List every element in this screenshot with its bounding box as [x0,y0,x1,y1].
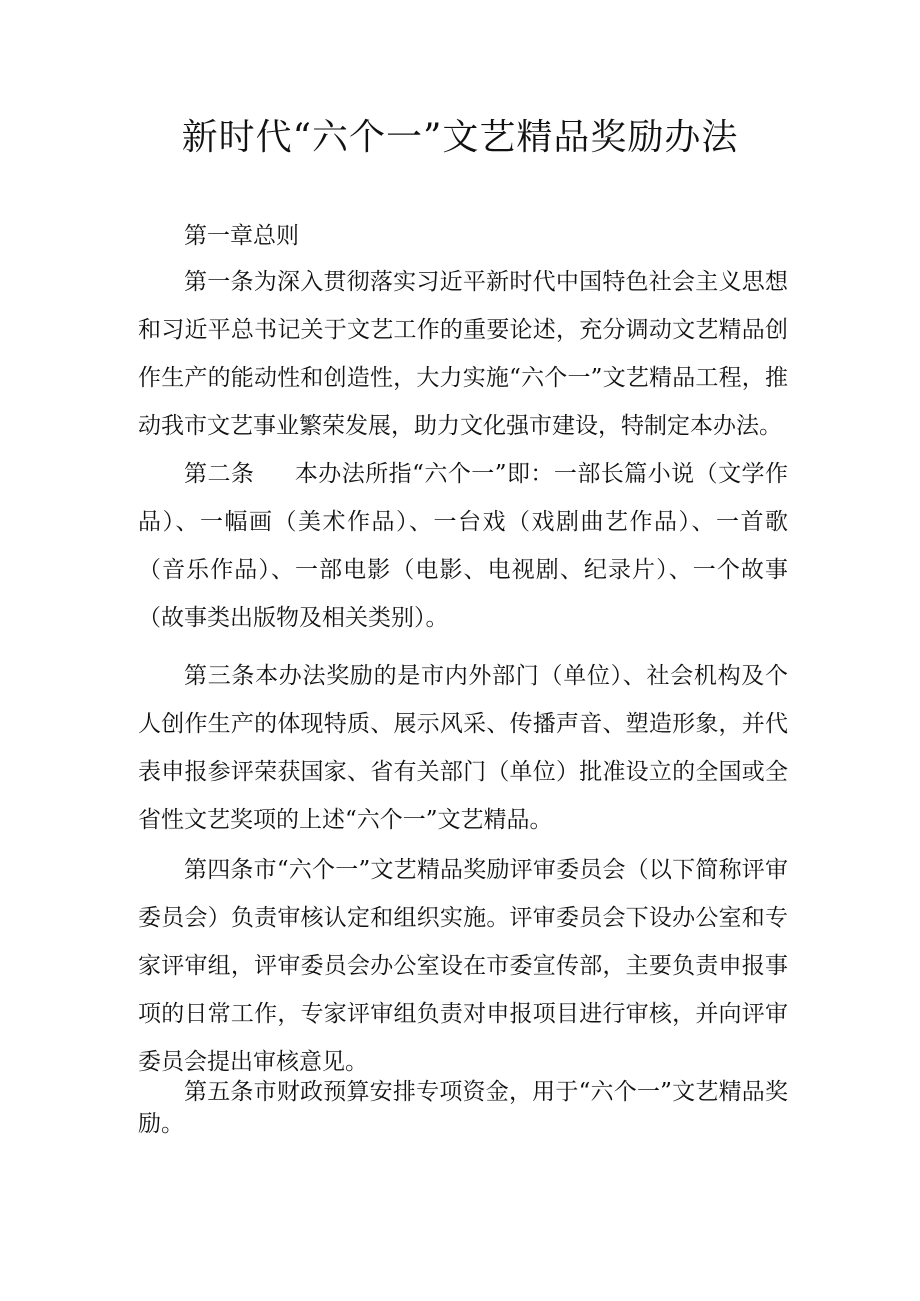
article-2-label: 第二条 [184,461,255,487]
paragraph-article-2 [138,450,788,642]
article-2-text: 本办法所指“六个一”即：一部长篇小说（文学作品）、一幅画（美术作品）、一台戏（戏剧曲艺作品）、一首歌（音乐作品）、一部电影（电影、电视剧、纪录片）、一个故事（故事类出版物及相关类别）。 [138,461,788,631]
paragraph-article-1: 第一条为深入贯彻落实习近平新时代中国特色社会主义思想和习近平总书记关于文艺工作的重要论述，充分调动文艺精品创作生产的能动性和创造性，大力实施“六个一”文艺精品工程，推动我市文艺事业繁荣发展，助力文化强市建设，特制定本办法。 [138,269,788,439]
chapter-heading: 第一章总则 [184,223,299,249]
paragraph-article-5: 第五条市财政预算安排专项资金，用于“六个一”文艺精品奖励。 [138,1079,788,1137]
paragraph-article-3: 第三条本办法奖励的是市内外部门（单位）、社会机构及个人创作生产的体现特质、展示风采、传播声音、塑造形象，并代表申报参评荣获国家、省有关部门（单位）批准设立的全国或全省性文艺奖项的上述“六个一”文艺精品。 [138,663,788,833]
document-title: 新时代“六个一”文艺精品奖励办法 [181,117,739,158]
paragraph-article-4: 第四条市“六个一”文艺精品奖励评审委员会（以下简称评审委员会）负责审核认定和组织实施。评审委员会下设办公室和专家评审组，评审委员会办公室设在市委宣传部，主要负责申报事项的日常工作，专家评审组负责对申报项目进行审核，并向评审委员会提出审核意见。 [138,857,788,1075]
